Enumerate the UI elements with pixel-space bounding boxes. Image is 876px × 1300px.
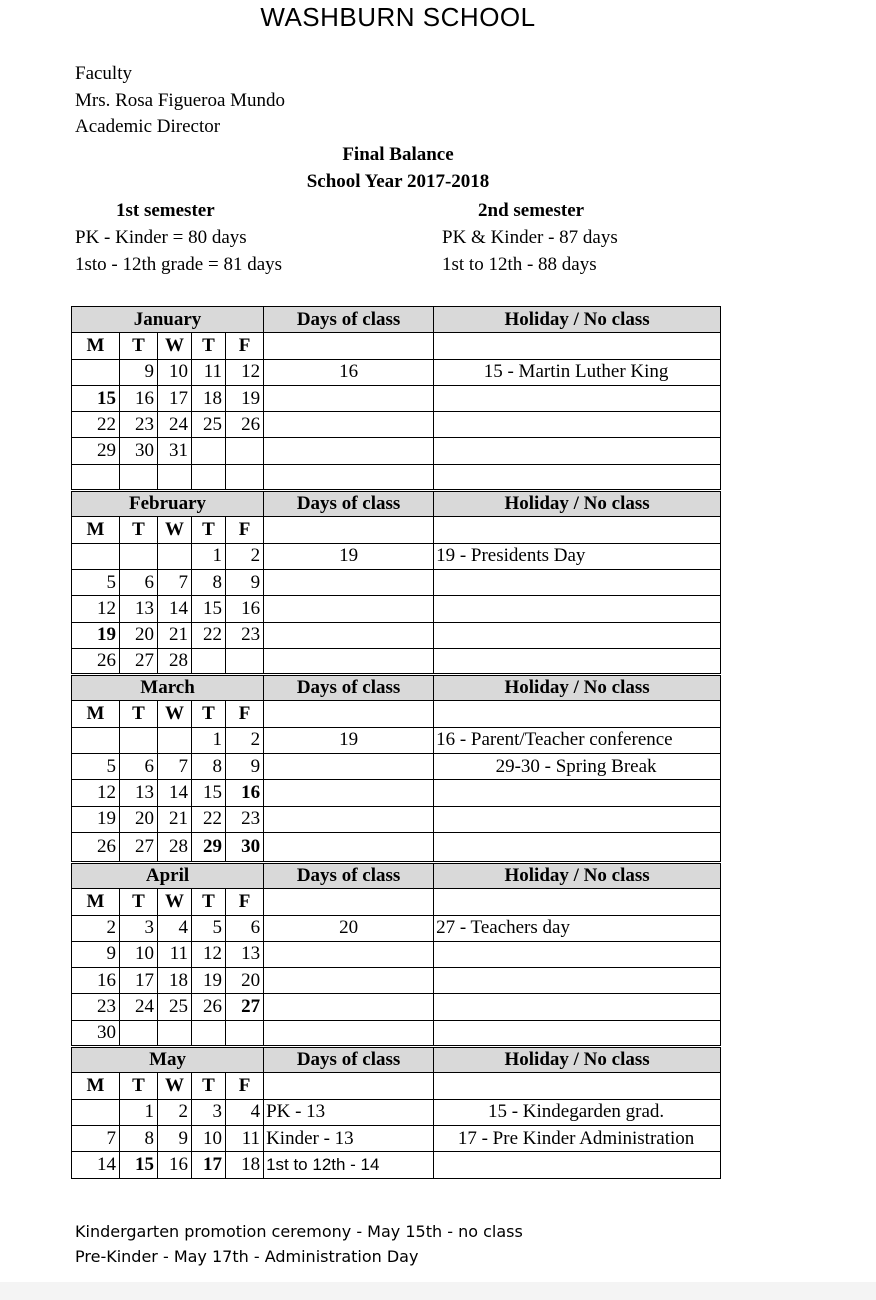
date-cell: 19 xyxy=(192,968,226,994)
empty-cell xyxy=(434,1073,721,1099)
week-row xyxy=(72,941,721,967)
date-cell: 26 xyxy=(192,994,226,1020)
first-semester xyxy=(75,197,282,278)
weekday-label: T xyxy=(192,889,226,915)
empty-cell xyxy=(434,701,721,727)
weekday-row xyxy=(72,333,721,359)
month-header-row xyxy=(72,862,721,888)
date-cell: 21 xyxy=(158,806,192,832)
days-of-class-cell xyxy=(264,464,434,490)
days-of-class-cell xyxy=(264,622,434,648)
date-cell: 18 xyxy=(158,968,192,994)
week-row xyxy=(72,832,721,862)
date-cell: 5 xyxy=(192,915,226,941)
date-cell: 10 xyxy=(120,941,158,967)
date-cell: 5 xyxy=(72,754,120,780)
holiday-cell xyxy=(434,968,721,994)
holiday-cell: 15 - Kindegarden grad. xyxy=(434,1099,721,1125)
date-cell xyxy=(158,464,192,490)
calendar-table xyxy=(71,306,721,1179)
date-cell: 15 xyxy=(120,1152,158,1178)
date-cell: 18 xyxy=(226,1152,264,1178)
date-cell: 8 xyxy=(120,1125,158,1151)
faculty-role: Academic Director xyxy=(75,116,221,137)
week-row xyxy=(72,596,721,622)
date-cell: 23 xyxy=(72,994,120,1020)
holiday-cell xyxy=(434,806,721,832)
empty-cell xyxy=(264,333,434,359)
date-cell: 27 xyxy=(120,648,158,674)
date-cell: 9 xyxy=(226,754,264,780)
second-semester-line2: 1st to 12th - 88 days xyxy=(442,254,597,275)
date-cell: 17 xyxy=(120,968,158,994)
date-cell xyxy=(192,438,226,464)
weekday-label: F xyxy=(226,333,264,359)
date-cell: 12 xyxy=(72,780,120,806)
days-of-class-cell: 16 xyxy=(264,359,434,385)
weekday-label: W xyxy=(158,889,192,915)
date-cell xyxy=(120,1020,158,1046)
weekday-label: T xyxy=(192,1073,226,1099)
holiday-cell xyxy=(434,832,721,862)
date-cell: 31 xyxy=(158,438,192,464)
week-row xyxy=(72,385,721,411)
date-cell xyxy=(226,648,264,674)
week-row xyxy=(72,464,721,490)
date-cell: 27 xyxy=(226,994,264,1020)
date-cell: 9 xyxy=(120,359,158,385)
date-cell: 23 xyxy=(120,412,158,438)
date-cell xyxy=(158,727,192,753)
date-cell: 9 xyxy=(158,1125,192,1151)
weekday-row xyxy=(72,701,721,727)
date-cell xyxy=(72,464,120,490)
days-of-class-cell xyxy=(264,806,434,832)
week-row xyxy=(72,915,721,941)
date-cell: 23 xyxy=(226,622,264,648)
days-of-class-cell: 20 xyxy=(264,915,434,941)
date-cell: 9 xyxy=(72,941,120,967)
weekday-row xyxy=(72,889,721,915)
weekday-label: T xyxy=(192,517,226,543)
date-cell: 2 xyxy=(226,727,264,753)
days-of-class-header: Days of class xyxy=(264,307,434,333)
month-header-row xyxy=(72,491,721,517)
date-cell xyxy=(226,464,264,490)
date-cell: 6 xyxy=(226,915,264,941)
days-of-class-cell xyxy=(264,780,434,806)
week-row xyxy=(72,968,721,994)
date-cell: 12 xyxy=(192,941,226,967)
holiday-cell: 27 - Teachers day xyxy=(434,915,721,941)
week-row xyxy=(72,1125,721,1151)
empty-cell xyxy=(264,1073,434,1099)
holiday-cell xyxy=(434,622,721,648)
date-cell: 24 xyxy=(158,412,192,438)
date-cell: 16 xyxy=(72,968,120,994)
date-cell: 13 xyxy=(226,941,264,967)
date-cell: 17 xyxy=(192,1152,226,1178)
days-of-class-cell xyxy=(264,968,434,994)
days-of-class-cell xyxy=(264,385,434,411)
weekday-label: W xyxy=(158,333,192,359)
date-cell: 9 xyxy=(226,569,264,595)
date-cell: 2 xyxy=(72,915,120,941)
empty-cell xyxy=(434,333,721,359)
faculty-label: Faculty xyxy=(75,63,132,84)
second-semester xyxy=(442,197,618,278)
date-cell: 20 xyxy=(226,968,264,994)
date-cell: 1 xyxy=(120,1099,158,1125)
date-cell: 20 xyxy=(120,806,158,832)
empty-cell xyxy=(434,889,721,915)
weekday-label: T xyxy=(192,701,226,727)
date-cell xyxy=(192,464,226,490)
date-cell: 26 xyxy=(72,832,120,862)
date-cell: 2 xyxy=(226,543,264,569)
holiday-cell xyxy=(434,596,721,622)
date-cell: 18 xyxy=(192,385,226,411)
date-cell: 22 xyxy=(192,806,226,832)
days-of-class-header: Days of class xyxy=(264,675,434,701)
month-name: March xyxy=(72,675,264,701)
first-semester-line2: 1sto - 12th grade = 81 days xyxy=(75,254,283,275)
days-of-class-header: Days of class xyxy=(264,1047,434,1073)
date-cell: 3 xyxy=(120,915,158,941)
date-cell: 14 xyxy=(158,596,192,622)
days-of-class-cell: Kinder - 13 xyxy=(264,1125,434,1151)
school-year: School Year 2017-2018 xyxy=(306,171,490,192)
date-cell: 11 xyxy=(226,1125,264,1151)
month-header-row xyxy=(72,307,721,333)
date-cell: 25 xyxy=(192,412,226,438)
first-semester-line1: PK - Kinder = 80 days xyxy=(75,227,247,248)
holiday-header: Holiday / No class xyxy=(434,491,721,517)
date-cell: 7 xyxy=(158,569,192,595)
days-of-class-cell: PK - 13 xyxy=(264,1099,434,1125)
days-of-class-cell xyxy=(264,1020,434,1046)
date-cell: 30 xyxy=(120,438,158,464)
date-cell: 13 xyxy=(120,596,158,622)
date-cell: 10 xyxy=(158,359,192,385)
date-cell xyxy=(72,359,120,385)
date-cell: 28 xyxy=(158,832,192,862)
holiday-header: Holiday / No class xyxy=(434,307,721,333)
holiday-cell xyxy=(434,1152,721,1178)
date-cell: 14 xyxy=(158,780,192,806)
date-cell: 26 xyxy=(72,648,120,674)
days-of-class-cell: 1st to 12th - 14 xyxy=(264,1152,434,1178)
date-cell: 29 xyxy=(192,832,226,862)
holiday-cell: 16 - Parent/Teacher conference xyxy=(434,727,721,753)
date-cell: 16 xyxy=(226,780,264,806)
month-header-row xyxy=(72,675,721,701)
date-cell xyxy=(120,464,158,490)
days-of-class-cell xyxy=(264,941,434,967)
days-of-class-cell xyxy=(264,832,434,862)
date-cell: 19 xyxy=(72,806,120,832)
date-cell: 16 xyxy=(226,596,264,622)
date-cell: 22 xyxy=(192,622,226,648)
month-header-row xyxy=(72,1047,721,1073)
week-row xyxy=(72,569,721,595)
days-of-class-header: Days of class xyxy=(264,862,434,888)
days-of-class-cell xyxy=(264,994,434,1020)
date-cell: 12 xyxy=(226,359,264,385)
date-cell: 1 xyxy=(192,727,226,753)
weekday-label: M xyxy=(72,701,120,727)
holiday-header: Holiday / No class xyxy=(434,675,721,701)
faculty-name: Mrs. Rosa Figueroa Mundo xyxy=(75,89,286,111)
date-cell: 6 xyxy=(120,754,158,780)
week-row xyxy=(72,1152,721,1178)
holiday-cell xyxy=(434,438,721,464)
days-of-class-cell xyxy=(264,438,434,464)
week-row xyxy=(72,1099,721,1125)
holiday-cell xyxy=(434,1020,721,1046)
weekday-label: F xyxy=(226,701,264,727)
week-row xyxy=(72,994,721,1020)
date-cell: 30 xyxy=(72,1020,120,1046)
holiday-cell xyxy=(434,569,721,595)
holiday-cell: 17 - Pre Kinder Administration xyxy=(434,1125,721,1151)
month-name: January xyxy=(72,307,264,333)
date-cell: 4 xyxy=(226,1099,264,1125)
weekday-label: T xyxy=(120,517,158,543)
days-of-class-cell xyxy=(264,648,434,674)
weekday-label: M xyxy=(72,889,120,915)
week-row xyxy=(72,806,721,832)
date-cell xyxy=(192,648,226,674)
days-of-class-cell xyxy=(264,754,434,780)
holiday-cell xyxy=(434,994,721,1020)
first-semester-heading: 1st semester xyxy=(116,200,215,221)
date-cell: 15 xyxy=(192,596,226,622)
weekday-label: F xyxy=(226,517,264,543)
date-cell: 2 xyxy=(158,1099,192,1125)
calendar-body xyxy=(72,307,721,1179)
weekday-label: T xyxy=(120,701,158,727)
week-row xyxy=(72,780,721,806)
weekday-label: W xyxy=(158,517,192,543)
date-cell: 1 xyxy=(192,543,226,569)
weekday-label: T xyxy=(192,333,226,359)
days-of-class-header: Days of class xyxy=(264,491,434,517)
weekday-label: M xyxy=(72,333,120,359)
weekday-label: T xyxy=(120,1073,158,1099)
month-name: May xyxy=(72,1047,264,1073)
date-cell: 23 xyxy=(226,806,264,832)
empty-cell xyxy=(264,889,434,915)
date-cell: 17 xyxy=(158,385,192,411)
second-semester-line1: PK & Kinder - 87 days xyxy=(442,227,618,248)
date-cell: 15 xyxy=(72,385,120,411)
date-cell: 11 xyxy=(158,941,192,967)
date-cell: 16 xyxy=(158,1152,192,1178)
weekday-label: W xyxy=(158,1073,192,1099)
date-cell: 14 xyxy=(72,1152,120,1178)
holiday-cell xyxy=(434,385,721,411)
date-cell: 4 xyxy=(158,915,192,941)
date-cell: 6 xyxy=(120,569,158,595)
date-cell: 21 xyxy=(158,622,192,648)
empty-cell xyxy=(264,701,434,727)
date-cell: 25 xyxy=(158,994,192,1020)
date-cell: 11 xyxy=(192,359,226,385)
school-title: WASHBURN SCHOOL xyxy=(260,2,536,32)
month-name: April xyxy=(72,862,264,888)
days-of-class-cell xyxy=(264,412,434,438)
date-cell xyxy=(158,1020,192,1046)
date-cell xyxy=(72,1099,120,1125)
days-of-class-cell: 19 xyxy=(264,543,434,569)
week-row xyxy=(72,543,721,569)
week-row xyxy=(72,412,721,438)
date-cell: 19 xyxy=(72,622,120,648)
date-cell xyxy=(120,543,158,569)
weekday-label: T xyxy=(120,333,158,359)
date-cell: 24 xyxy=(120,994,158,1020)
date-cell: 3 xyxy=(192,1099,226,1125)
month-name: February xyxy=(72,491,264,517)
date-cell: 16 xyxy=(120,385,158,411)
holiday-cell: 15 - Martin Luther King xyxy=(434,359,721,385)
holiday-cell: 19 - Presidents Day xyxy=(434,543,721,569)
faculty-block xyxy=(75,61,285,141)
date-cell: 29 xyxy=(72,438,120,464)
date-cell: 13 xyxy=(120,780,158,806)
week-row xyxy=(72,622,721,648)
days-of-class-cell xyxy=(264,596,434,622)
date-cell: 27 xyxy=(120,832,158,862)
date-cell: 8 xyxy=(192,754,226,780)
week-row xyxy=(72,727,721,753)
notes xyxy=(75,1219,523,1269)
date-cell: 7 xyxy=(72,1125,120,1151)
weekday-row xyxy=(72,1073,721,1099)
date-cell: 22 xyxy=(72,412,120,438)
holiday-cell xyxy=(434,464,721,490)
note-line: Pre-Kinder - May 17th - Administration Day xyxy=(75,1247,419,1266)
empty-cell xyxy=(264,517,434,543)
date-cell xyxy=(226,438,264,464)
holiday-cell: 29-30 - Spring Break xyxy=(434,754,721,780)
date-cell xyxy=(192,1020,226,1046)
holiday-header: Holiday / No class xyxy=(434,1047,721,1073)
date-cell xyxy=(226,1020,264,1046)
week-row xyxy=(72,359,721,385)
date-cell: 10 xyxy=(192,1125,226,1151)
weekday-label: M xyxy=(72,1073,120,1099)
note-line: Kindergarten promotion ceremony - May 15th - no class xyxy=(75,1222,523,1241)
report-title: Final Balance xyxy=(342,144,454,165)
page-footer-shade xyxy=(0,1282,876,1300)
weekday-row xyxy=(72,517,721,543)
second-semester-heading: 2nd semester xyxy=(478,200,585,221)
date-cell: 19 xyxy=(226,385,264,411)
date-cell: 26 xyxy=(226,412,264,438)
date-cell xyxy=(72,727,120,753)
date-cell: 15 xyxy=(192,780,226,806)
empty-cell xyxy=(434,517,721,543)
week-row xyxy=(72,438,721,464)
weekday-label: T xyxy=(120,889,158,915)
date-cell xyxy=(72,543,120,569)
weekday-label: F xyxy=(226,889,264,915)
weekday-label: M xyxy=(72,517,120,543)
week-row xyxy=(72,648,721,674)
date-cell xyxy=(120,727,158,753)
week-row xyxy=(72,1020,721,1046)
date-cell: 12 xyxy=(72,596,120,622)
holiday-cell xyxy=(434,941,721,967)
holiday-header: Holiday / No class xyxy=(434,862,721,888)
holiday-cell xyxy=(434,648,721,674)
week-row xyxy=(72,754,721,780)
date-cell: 5 xyxy=(72,569,120,595)
weekday-label: W xyxy=(158,701,192,727)
date-cell: 20 xyxy=(120,622,158,648)
date-cell: 7 xyxy=(158,754,192,780)
days-of-class-cell xyxy=(264,569,434,595)
days-of-class-cell: 19 xyxy=(264,727,434,753)
weekday-label: F xyxy=(226,1073,264,1099)
holiday-cell xyxy=(434,780,721,806)
date-cell: 28 xyxy=(158,648,192,674)
date-cell xyxy=(158,543,192,569)
holiday-cell xyxy=(434,412,721,438)
date-cell: 8 xyxy=(192,569,226,595)
date-cell: 30 xyxy=(226,832,264,862)
